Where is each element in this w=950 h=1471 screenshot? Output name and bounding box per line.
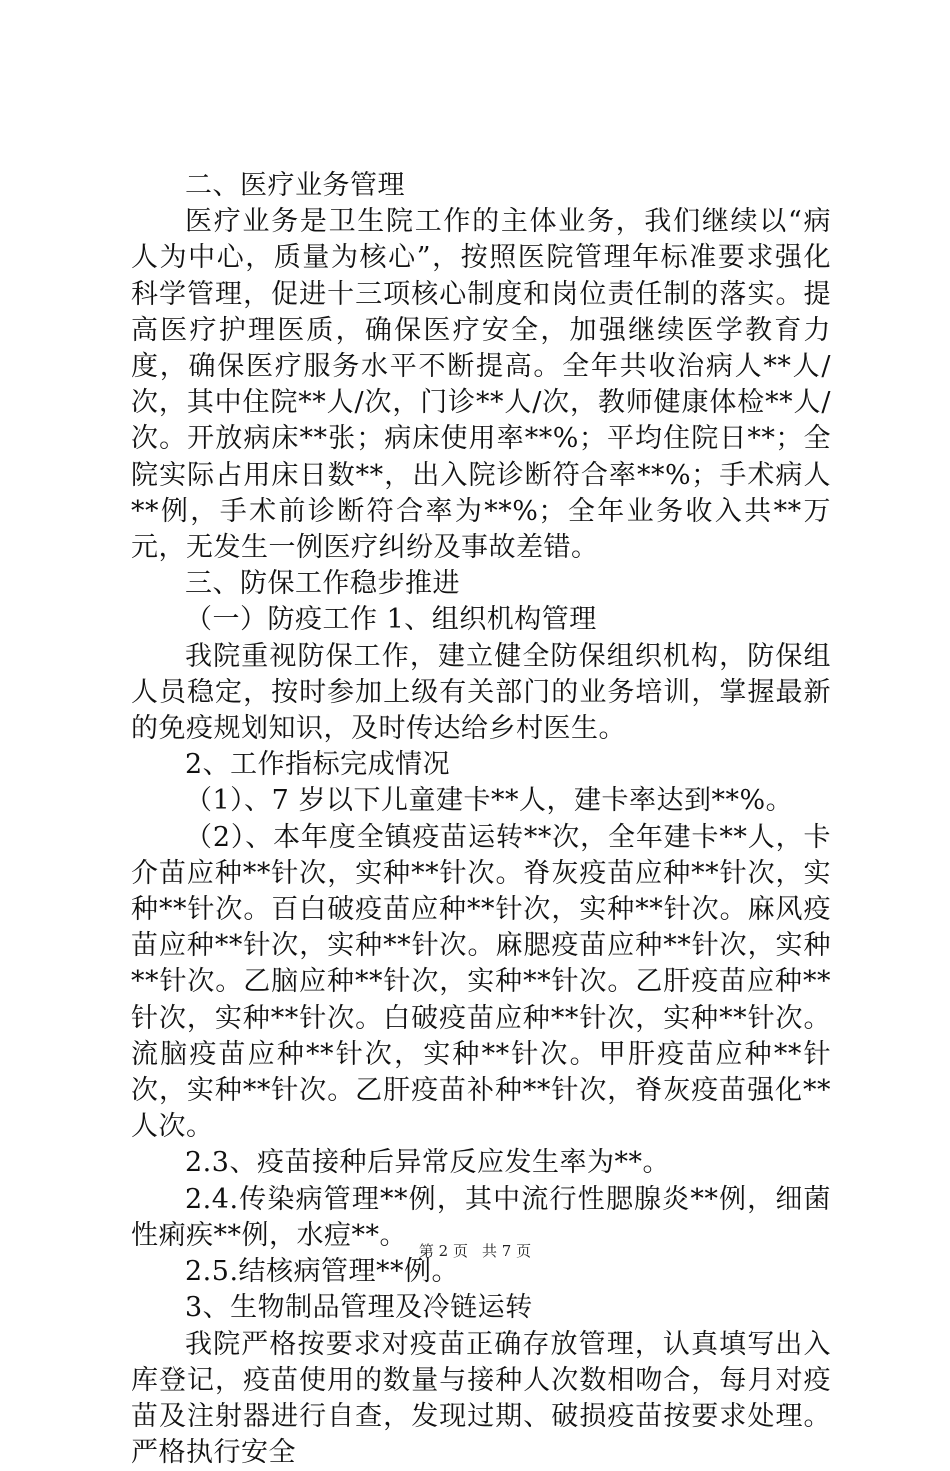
section-heading-medical-business: 二、医疗业务管理 xyxy=(131,168,831,204)
paragraph-organization: 我院重视防保工作，建立健全防保组织机构，防保组人员稳定，按时参加上级有关部门的业务培训，掌握最新的免疫规划知识，及时传达给乡村医生。 xyxy=(131,639,831,748)
paragraph-adverse-reactions: 2.3、疫苗接种后异常反应发生率为**。 xyxy=(131,1145,831,1181)
paragraph-vaccine-storage: 我院严格按要求对疫苗正确存放管理，认真填写出入库登记，疫苗使用的数量与接种人次数相吻合，每月对疫苗及注射器进行自查，发现过期、破损疫苗按要求处理。严格执行安全 xyxy=(131,1327,831,1471)
paragraph-child-cards: （1）、7 岁以下儿童建卡**人，建卡率达到**%。 xyxy=(131,783,831,819)
subheading-cold-chain: 3、生物制品管理及冷链运转 xyxy=(131,1290,831,1326)
section-heading-prevention: 三、防保工作稳步推进 xyxy=(131,566,831,602)
paragraph-vaccination: （2）、本年度全镇疫苗运转**次，全年建卡**人，卡介苗应种**针次，实种**针次。脊灰疫苗应种**针次，实种**针次。百白破疫苗应种**针次，实种**针次。麻风疫苗应种**针次，实种**针次。麻腮疫苗应种**针次，实种**针次。乙脑应种**针次，实种**针次。乙肝疫苗应种**针次，实种**针次。白破疫苗应种**针次，实种**针次。流脑疫苗应种**针次，实种**针次。甲肝疫苗应种**针次，实种**针次。乙肝疫苗补种**针次，脊灰疫苗强化**人次。 xyxy=(131,820,831,1146)
paragraph-infectious-disease: 2.4.传染病管理**例，其中流行性腮腺炎**例，细菌性痢疾**例，水痘**。 xyxy=(131,1182,831,1254)
paragraph-medical-business: 医疗业务是卫生院工作的主体业务，我们继续以“病人为中心，质量为核心”，按照医院管理年标准要求强化科学管理，促进十三项核心制度和岗位责任制的落实。提高医疗护理医质，确保医疗安全，加强继续医学教育力度，确保医疗服务水平不断提高。全年共收治病人**人/次，其中住院**人/次，门诊**人/次，教师健康体检**人/次。开放病床**张；病床使用率**%；平均住院日**；全院实际占用床日数**，出入院诊断符合率**%；手术病人**例，手术前诊断符合率为**%；全年业务收入共**万元，无发生一例医疗纠纷及事故差错。 xyxy=(131,204,831,566)
page-total: 共 7 页 xyxy=(482,1240,531,1261)
page-number: 第 2 页 xyxy=(419,1240,468,1261)
subheading-epidemic-prevention: （一）防疫工作 1、组织机构管理 xyxy=(131,602,831,638)
page-footer xyxy=(0,1240,950,1261)
subheading-indicators: 2、工作指标完成情况 xyxy=(131,747,831,783)
paragraph-tuberculosis: 2.5.结核病管理**例。 xyxy=(131,1254,831,1290)
document-body xyxy=(131,168,831,1471)
